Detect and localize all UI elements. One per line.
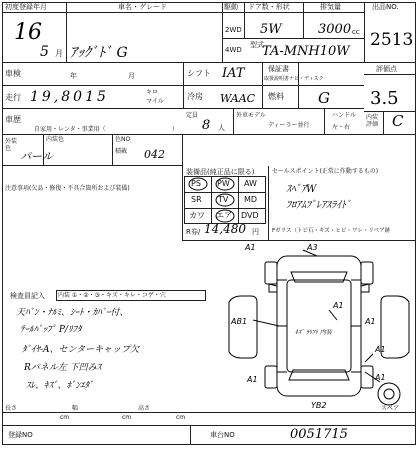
glass-note: Fガラス（トビ石・キズ・ヒビ・ワレ・リペア跡 <box>272 228 391 234</box>
equip-pw: PW <box>217 179 230 188</box>
equipment-circles <box>184 176 266 224</box>
fuel-value: G <box>318 89 330 107</box>
equip-aw: AW <box>244 179 257 188</box>
history-label: 車歴 <box>5 115 21 124</box>
interior-label: 内装評価 <box>366 114 379 128</box>
interior-value: C <box>392 112 404 130</box>
equip-dvd: DVD <box>241 211 259 220</box>
length-label: 長さ <box>5 405 18 412</box>
center-note: ｷｽﾞ ﾗﾘﾌﾄ 内装 <box>295 329 332 336</box>
month-unit: 月 <box>55 49 63 58</box>
lot-no-value: 2513 <box>370 30 414 50</box>
name-grade-label: 車名・グレード <box>118 3 167 11</box>
sales-point-line1: ｽﾍﾟｱW <box>286 184 317 195</box>
r-ticket-label: R券/ <box>186 228 201 236</box>
dealer-label: ディーラー並行 <box>268 122 310 129</box>
car-damage-diagram <box>225 242 415 412</box>
chassis-value: 0051715 <box>290 427 348 442</box>
reg-month-value: 5 <box>40 44 49 60</box>
mark-yb2: YB2 <box>311 401 327 410</box>
mileage-label: 走行 <box>5 93 21 102</box>
warranty-label: 保証書 <box>268 65 289 73</box>
width-cm: cm <box>122 414 132 421</box>
sales-point-line2: ﾌﾛｱﾑﾌﾟﾚｱｽﾗｲﾄﾞ <box>286 200 351 211</box>
month-label: 月 <box>128 72 135 80</box>
cc-unit: cc <box>352 28 360 36</box>
history-close: ） <box>172 126 179 133</box>
eval-value: 3.5 <box>370 88 399 109</box>
grade-value: ｱｯｸﾞﾄﾞ G <box>70 45 128 61</box>
2wd-label: 2WD <box>225 26 242 34</box>
equip-air: エア <box>216 211 232 220</box>
inspector-note-2: ﾃｰﾙﾊﾞｯﾌﾟ P/ﾘﾌﾀ <box>20 325 82 335</box>
reg-year-label: 初度登録年月 <box>5 3 47 11</box>
handle-value: 左・右 <box>332 124 351 131</box>
ac-label: 冷房 <box>187 92 203 101</box>
inspector-note-5: ｽﾚ、ｷｽﾞ、ﾎﾞﾝｴﾀﾞ <box>26 381 94 391</box>
door-shape-label: ドア数・形状 <box>248 3 290 11</box>
model-value: TA-MNH10W <box>262 44 350 59</box>
mark-a1-top-left: A1 <box>245 243 256 252</box>
km-unit: キロ <box>146 89 159 96</box>
drive-label: 駆動 <box>224 3 238 11</box>
equipment-title: 装備品(純正品に限る) <box>186 168 255 176</box>
sales-point-title: セールスポイント(正常に作動するもの) <box>272 168 379 175</box>
displacement-value: 3000 <box>318 22 352 37</box>
handle-label: ハンドル <box>332 112 357 119</box>
fuel-label: 燃料 <box>268 92 284 101</box>
eval-label: 評価点 <box>376 65 397 73</box>
shift-value: IAT <box>222 66 245 81</box>
seating-label: 積載 <box>115 148 128 155</box>
inspector-note-1: 天ﾊﾞﾝ・ﾅﾙﾐ、ｼｰﾄ・ｶﾊﾞｰ付、 <box>16 308 129 318</box>
year-label: 年 <box>70 72 77 80</box>
mark-ab1: AB1 <box>231 317 248 326</box>
equip-ps: PS <box>191 179 201 188</box>
color-value: パール <box>20 150 53 163</box>
reg-no-label: 登録NO <box>8 431 33 439</box>
reg-year-value: 16 <box>14 20 42 45</box>
warranty-sub: 取扱説明書ナビ・ディスク <box>264 76 324 82</box>
history-sub: 自家用・レンタ・事業用（ <box>34 126 106 133</box>
mark-a3: A3 <box>307 243 318 252</box>
spare-label: スペア <box>381 405 400 412</box>
width-label: 幅 <box>72 405 79 412</box>
mark-a1-br: A1 <box>375 345 386 354</box>
mileage-value: 19,8015 <box>30 89 109 105</box>
sharyo-label: 車検 <box>5 69 21 78</box>
mark-a1-side: A1 <box>375 373 386 382</box>
shift-label: シフト <box>187 69 211 78</box>
capacity-unit: 人 <box>218 124 225 132</box>
r-ticket-unit: 円 <box>252 228 259 236</box>
color-label: 外装色 <box>5 138 18 152</box>
notice-label: 注意事項(欠品・修復・不具合箇所および装備) <box>5 185 130 192</box>
height-label: 高さ <box>138 405 151 412</box>
inspector-options: 内装 ①・②・③・キズ・キレ・コゲ・穴 <box>58 292 166 299</box>
model-label: 型式 <box>250 41 264 49</box>
door-value: 5W <box>260 22 282 37</box>
exterior-label: 外車モデル <box>236 112 266 119</box>
equip-sr: SR <box>191 195 202 204</box>
inspector-title: 検査員記入 <box>10 292 45 300</box>
color-no-label: 色NO <box>115 136 131 143</box>
equip-kawa: カワ <box>189 211 205 220</box>
mark-a1-top: A1 <box>333 301 344 310</box>
mile-unit: マイル <box>146 98 164 105</box>
length-cm: cm <box>60 414 70 421</box>
color-no-value: 042 <box>144 148 165 161</box>
mark-a1-bl: A1 <box>247 375 258 384</box>
capacity-label: 定員 <box>186 112 199 119</box>
inspector-note-4: Rパネル左 下凹みｽ <box>24 363 102 373</box>
mark-a1-right: A1 <box>365 317 376 326</box>
displacement-label: 排気量 <box>320 3 341 11</box>
ac-value: WAAC <box>220 92 256 105</box>
chassis-label: 車台NO <box>210 431 235 439</box>
inspector-note-3: ﾀﾞｲﾔ-A、センターキャップ欠 <box>22 345 140 355</box>
r-ticket-value: 14,480 <box>204 222 246 236</box>
equip-md: MD <box>244 195 258 204</box>
equip-tv: TV <box>218 195 229 204</box>
4wd-label: 4WD <box>225 46 242 54</box>
lot-label: 出品NO. <box>372 3 399 11</box>
interior-color-label: 内装色 <box>46 136 65 143</box>
capacity-value: 8 <box>202 118 211 133</box>
height-cm: cm <box>176 414 186 421</box>
